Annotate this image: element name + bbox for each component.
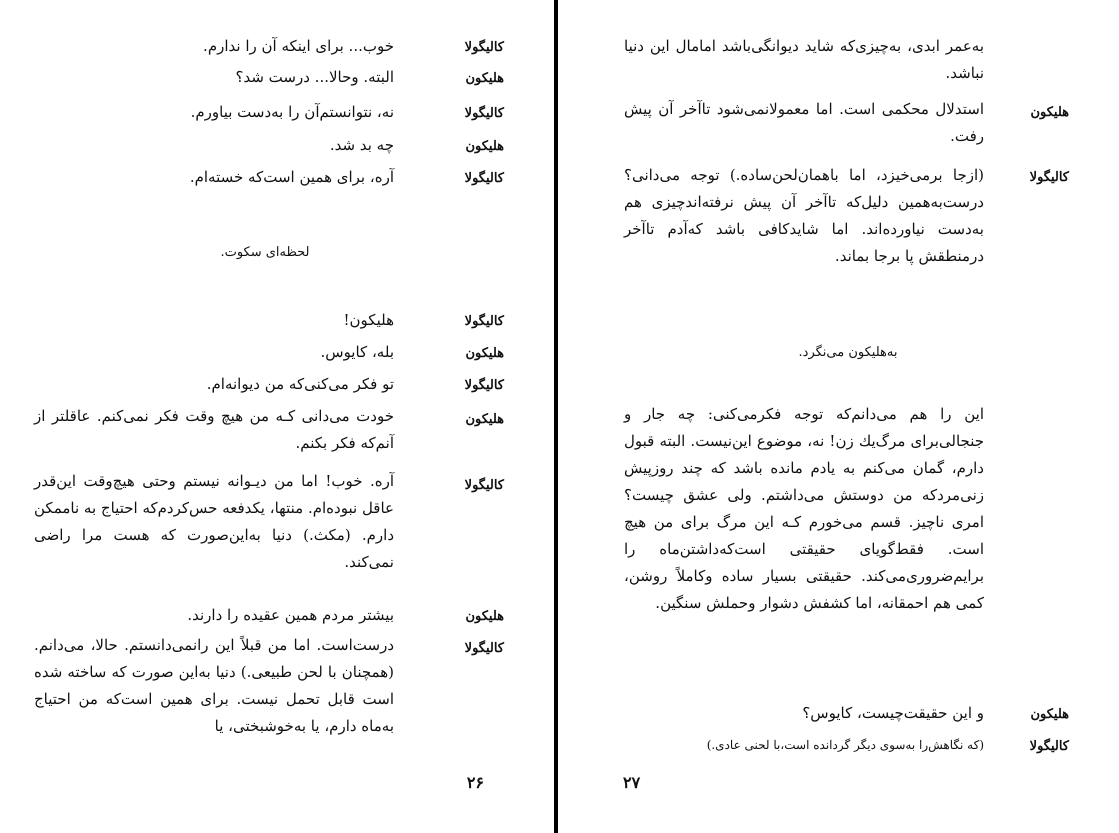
speaker-label: کالیگولا [464, 478, 504, 493]
speaker-label: کالیگولا [464, 106, 504, 121]
dialogue-text: تو فکر می‌کنی‌که من دیوانه‌ام. [206, 375, 394, 393]
page-number: ۲۶ [466, 773, 484, 792]
dialogue-text: چه بد شد. [329, 136, 394, 154]
dialogue-text: آره. خوب! اما من دیـوانه نیستم وحتی هیچ‌وقت این‌قدر عاقل نبوده‌ام. منتها، یکدفعه حس‌کردم‌که احتیاج به ناممکن دارم. (مکث.) دنیا به‌این‌صورت که هست مرا راضی نمی‌کند. [34, 472, 394, 571]
speaker-label: هلیکون [1030, 105, 1069, 120]
dialogue-text: خودت می‌دانی کـه من هیچ وقت فکر نمی‌کنم. عاقلتر از آنم‌که فکر بکنم. [34, 407, 394, 452]
dialogue-text: البته. وحالا... درست شد؟ [235, 68, 394, 86]
dialogue-text: بیشتر مردم همین عقیده را دارند. [187, 606, 394, 624]
dialogue-text: نه، نتوانستم‌آن را به‌دست بیاورم. [190, 103, 394, 121]
speaker-label: هلیکون [465, 412, 504, 427]
speaker-label: هلیکون [465, 71, 504, 86]
right-page [558, 0, 1119, 833]
speaker-label: کالیگولا [1029, 170, 1069, 185]
stage-direction: به‌هلیکون می‌نگرد. [798, 345, 898, 360]
dialogue-text: (که نگاهش‌را به‌سوی دیگر گردانده است،با لحنی عادی.) [706, 738, 984, 752]
speaker-label: هلیکون [465, 139, 504, 154]
dialogue-text: درست‌است. اما من قبلاً این رانمی‌دانستم. حالا، می‌دانم. (همچنان با لحن طبیعی.) دنیا به‌این صورت که ساخته شده است قابل تحمل نیست. برای همین است‌که من احتیاج به‌ماه دارم، یا به‌خوشبختی، یا [34, 636, 394, 735]
speaker-label: هلیکون [465, 609, 504, 624]
speaker-label: کالیگولا [1029, 739, 1069, 754]
speaker-label: کالیگولا [464, 171, 504, 186]
dialogue-text: هلیکون! [343, 311, 394, 329]
monologue-paragraph: این را هم می‌دانم‌که توجه فکرمی‌کنی: چه جار و جنجالی‌برای مرگ‌یك زن! نه، موضوع این‌نیست. البته قبول دارم، گمان می‌کنم به یادم مانده باشد که چند روزپیش زنی‌مرد‌که من دوستش می‌داشتم. ولی عشق چیست؟ امری ناچیز. قسم می‌خورم کـه این مرگ برای من هیچ است. فقط‌گویای حقیقتی است‌که‌داشتن‌ماه را برایم‌ضروری‌می‌کند. حقیقتی بسیار ساده وکاملاً روشن، کمی هم احمقانه، اما کشفش دشوار وحملش سنگین. [624, 405, 984, 612]
dialogue-text: و این حقیقت‌چیست، کایوس؟ [802, 704, 984, 722]
stage-direction: لحظه‌ای سکوت. [220, 245, 310, 260]
speaker-label: هلیکون [465, 346, 504, 361]
speaker-label: کالیگولا [464, 641, 504, 656]
left-page [0, 0, 554, 833]
speaker-label: کالیگولا [464, 314, 504, 329]
speaker-label: هلیکون [1030, 707, 1069, 722]
dialogue-text: آره، برای همین است‌که خسته‌ام. [189, 168, 394, 186]
dialogue-text: (ازجا برمی‌خیزد، اما باهمان‌لحن‌ساده.) توجه می‌دانی؟ درست‌به‌همین دلیل‌که تاآخر آن پیش نرفته‌اند‌چیزی هم به‌دست نیاورده‌اند. اما شاید‌کافی باشد که‌آدم تاآخر درمنطقش پا برجا بماند. [624, 166, 984, 265]
speaker-label: کالیگولا [464, 40, 504, 55]
dialogue-text: استدلال محکمی است. اما معمولا‌نمی‌شود تاآخر آن پیش رفت. [624, 100, 984, 145]
page-number: ۲۷ [623, 773, 641, 792]
dialogue-text: خوب... برای اینکه آن را ندارم. [203, 37, 394, 55]
dialogue-text: به‌عمر ابدی، به‌چیزی‌که شاید دیوانگی‌باشد امامال این دنیا نباشد. [624, 37, 984, 82]
dialogue-text: بله، کایوس. [320, 343, 394, 361]
speaker-label: کالیگولا [464, 378, 504, 393]
